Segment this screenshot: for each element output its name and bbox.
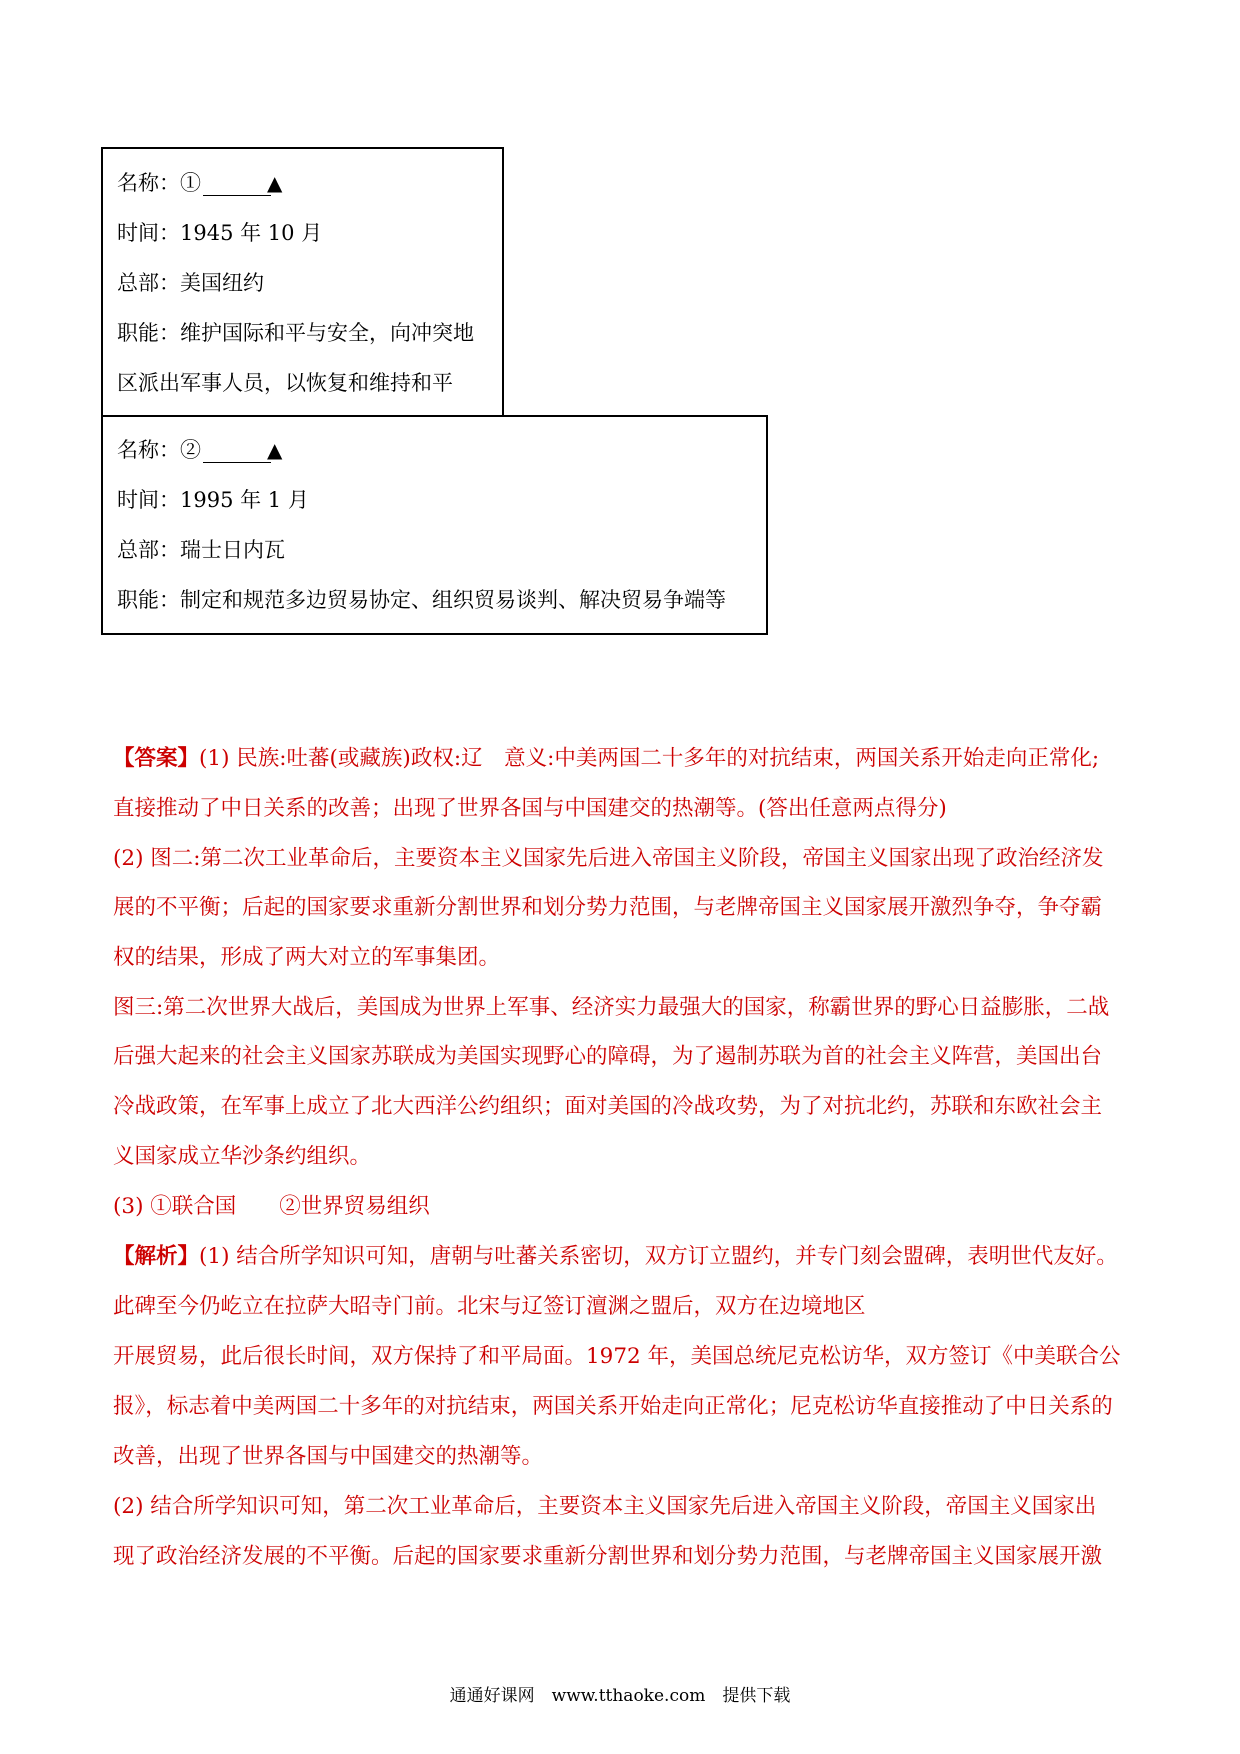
box2-name-label: 名称：	[117, 438, 180, 462]
box2-headquarters: 总部：瑞士日内瓦	[117, 538, 285, 562]
box1-time: 时间：1945 年 10 月	[117, 221, 323, 245]
answer-tag: 【答案】	[113, 746, 200, 771]
analysis-line-2: 此碑至今仍屹立在拉萨大昭寺门前。北宋与辽签订澶渊之盟后，双方在边境地区	[113, 1294, 866, 1319]
page-footer: 通通好课网 www.tthaoke.com 提供下载	[449, 1686, 791, 1706]
analysis-line-7: 现了政治经济发展的不平衡。后起的国家要求重新分割世界和划分势力范围，与老牌帝国主义国家展开激	[113, 1544, 1103, 1569]
box2-name-marker: ②	[180, 438, 201, 462]
box1-function-line-1: 职能：维护国际和平与安全，向冲突地	[117, 321, 474, 345]
analysis-tag: 【解析】	[113, 1244, 200, 1269]
analysis-text-1: (1) 结合所学知识可知，唐朝与吐蕃关系密切，双方订立盟约，并专门刻会盟碑，表明世代友好。	[199, 1244, 1118, 1269]
analysis-line-5: 改善，出现了世界各国与中国建交的热潮等。	[113, 1444, 544, 1469]
answer-line-10: (3) ①联合国 ②世界贸易组织	[113, 1194, 430, 1219]
answer-line-7: 后强大起来的社会主义国家苏联成为美国实现野心的障碍，为了遏制苏联为首的社会主义阵营，美国出台	[113, 1044, 1103, 1069]
box1-name-row	[117, 170, 282, 196]
answer-line-9: 义国家成立华沙条约组织。	[113, 1144, 372, 1169]
answer-line-1	[113, 745, 1099, 773]
answer-line-8: 冷战政策，在军事上成立了北大西洋公约组织；面对美国的冷战攻势，为了对抗北约，苏联和东欧社会主	[113, 1094, 1103, 1119]
analysis-line-1	[113, 1243, 1118, 1271]
analysis-line-4: 报》，标志着中美两国二十多年的对抗结束，两国关系开始走向正常化；尼克松访华直接推动了中日关系的	[113, 1394, 1113, 1419]
box2-answer-blank	[203, 440, 271, 463]
box1-name-label: 名称：	[117, 171, 180, 195]
box1-function-line-2: 区派出军事人员，以恢复和维持和平	[117, 371, 453, 395]
answer-line-2: 直接推动了中日关系的改善；出现了世界各国与中国建交的热潮等。(答出任意两点得分)	[113, 796, 947, 821]
answer-line-4: 展的不平衡；后起的国家要求重新分割世界和划分势力范围，与老牌帝国主义国家展开激烈争夺，争夺霸	[113, 895, 1103, 920]
box2-function: 职能：制定和规范多边贸易协定、组织贸易谈判、解决贸易争端等	[117, 588, 726, 612]
answer-line-5: 权的结果，形成了两大对立的军事集团。	[113, 945, 501, 970]
triangle-icon: ▲	[267, 171, 283, 195]
box1-name-marker: ①	[180, 171, 201, 195]
answer-line-6: 图三:第二次世界大战后，美国成为世界上军事、经济实力最强大的国家，称霸世界的野心日益膨胀，二战	[113, 995, 1110, 1020]
answer-line-3: (2) 图二:第二次工业革命后，主要资本主义国家先后进入帝国主义阶段，帝国主义国家出现了政治经济发	[113, 846, 1104, 871]
organization-box-1	[101, 147, 504, 417]
analysis-line-3: 开展贸易，此后很长时间，双方保持了和平局面。1972 年，美国总统尼克松访华，双方签订《中美联合公	[113, 1344, 1121, 1369]
box1-answer-blank	[203, 173, 271, 196]
organization-box-2	[101, 415, 768, 635]
box2-time: 时间：1995 年 1 月	[117, 488, 309, 512]
box2-name-row	[117, 437, 282, 463]
answer-text-1: (1) 民族:吐蕃(或藏族)政权:辽 意义:中美两国二十多年的对抗结束，两国关系开始走向正常化;	[199, 746, 1100, 771]
triangle-icon: ▲	[267, 438, 283, 462]
analysis-line-6: (2) 结合所学知识可知，第二次工业革命后，主要资本主义国家先后进入帝国主义阶段，帝国主义国家出	[113, 1494, 1097, 1519]
box1-headquarters: 总部：美国纽约	[117, 271, 264, 295]
